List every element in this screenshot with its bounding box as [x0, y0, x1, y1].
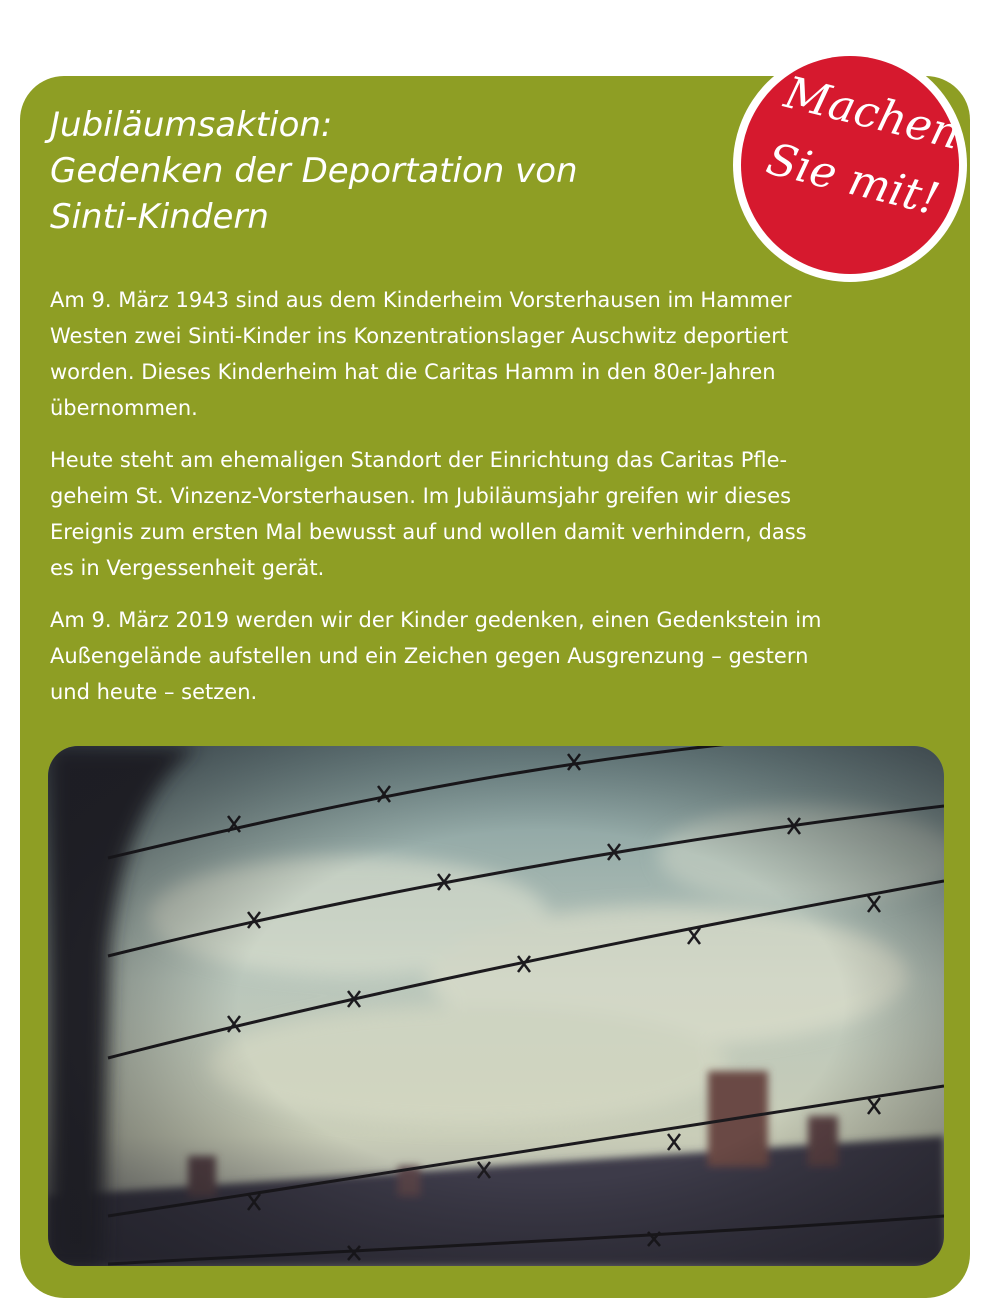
paragraph-2	[50, 442, 950, 586]
paragraph-line: Am 9. März 1943 sind aus dem Kinderheim Vorsterhausen im Hammer	[50, 288, 792, 312]
paragraph-line: Am 9. März 2019 werden wir der Kinder gedenken, einen Gedenkstein im	[50, 608, 822, 632]
paragraph-line: übernommen.	[50, 396, 198, 420]
paragraph-line: Westen zwei Sinti-Kinder ins Konzentrationslager Auschwitz deportiert	[50, 324, 789, 348]
paragraph-line: Heute steht am ehemaligen Standort der Einrichtung das Caritas Pfle-	[50, 448, 788, 472]
badge-line-2: Sie mit!	[761, 133, 945, 226]
title-line-3: Sinti-Kindern	[50, 197, 269, 237]
paragraph-line: Außengelände aufstellen und ein Zeichen gegen Ausgrenzung – gestern	[50, 644, 809, 668]
paragraph-line: und heute – setzen.	[50, 680, 258, 704]
paragraph-1	[50, 282, 950, 426]
paragraph-line: Ereignis zum ersten Mal bewusst auf und wollen damit verhindern, dass	[50, 520, 807, 544]
badge-label	[741, 56, 966, 274]
barbed-wire-image	[48, 746, 944, 1266]
title-line-1: Jubiläumsaktion:	[50, 105, 333, 145]
title-line-2: Gedenken der Deportation von	[50, 151, 578, 191]
paragraph-3	[50, 602, 950, 710]
page-title	[50, 102, 750, 240]
body-text	[50, 282, 950, 726]
barbed-wire-photo	[48, 746, 944, 1266]
paragraph-line: es in Vergessenheit gerät.	[50, 556, 325, 580]
paragraph-line: geheim St. Vinzenz-Vorsterhausen. Im Jubiläumsjahr greifen wir dieses	[50, 484, 792, 508]
badge-line-1: Machen	[779, 67, 966, 160]
paragraph-line: worden. Dieses Kinderheim hat die Caritas Hamm in den 80er-Jahren	[50, 360, 776, 384]
